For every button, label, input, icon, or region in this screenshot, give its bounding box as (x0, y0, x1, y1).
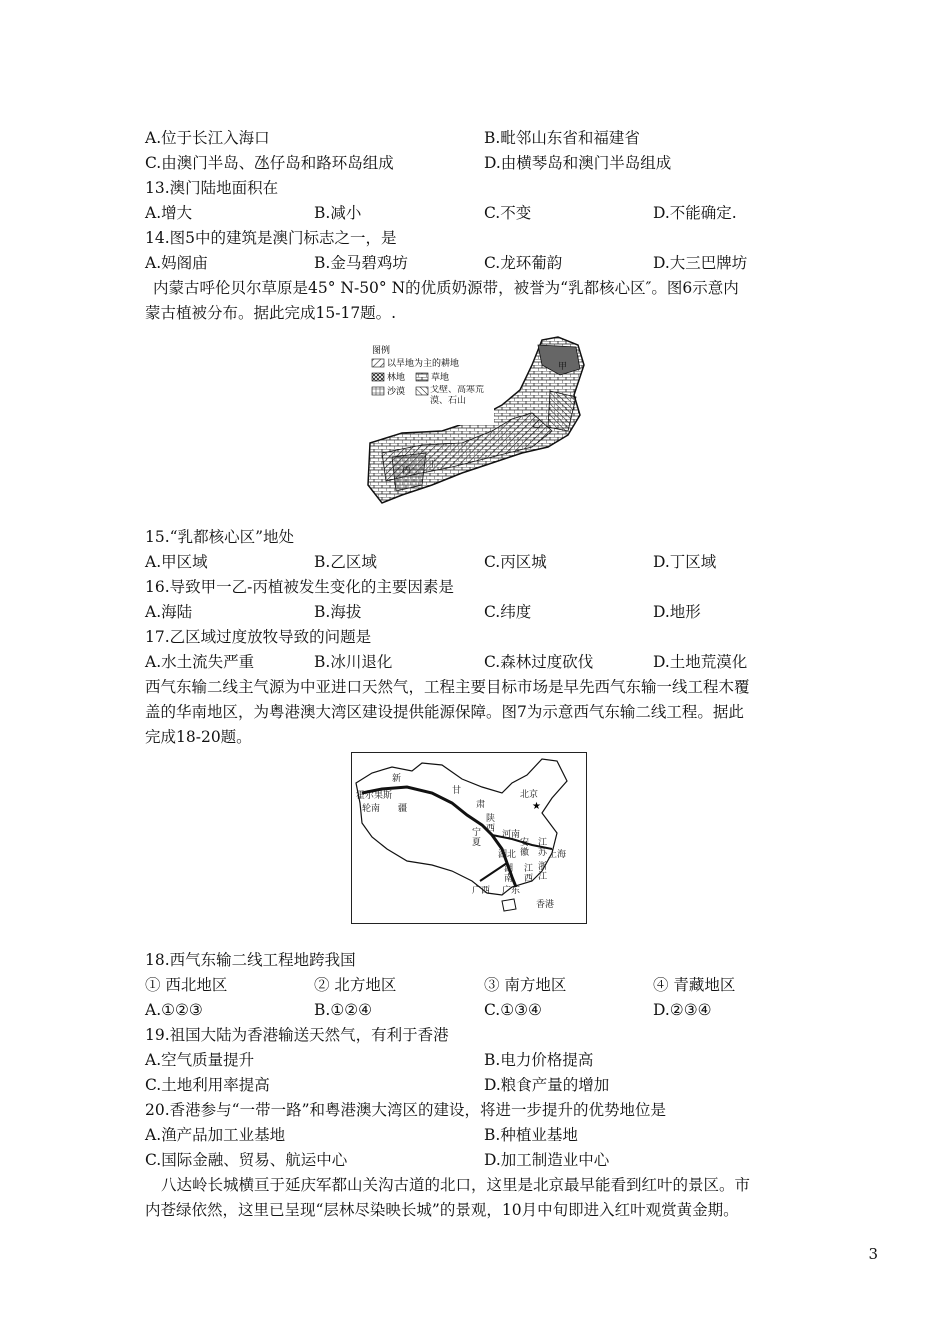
q20-option-d: D.加工制造业中心 (484, 1151, 610, 1169)
label-xi2: 西 (524, 874, 534, 884)
label-hongkong: 香港 (536, 900, 555, 910)
label-shaan: 陕 (486, 814, 496, 824)
label-guangdong: 广东 (502, 886, 521, 896)
q18-item-2: ② 北方地区 (314, 976, 397, 994)
q16-stem: 16.导致甲一乙-丙植被发生变化的主要因素是 (145, 578, 454, 596)
q13-stem: 13.澳门陆地面积在 (145, 179, 279, 197)
q14-option-b: B.金马碧鸡坊 (314, 254, 408, 272)
q12-option-d: D.由横琴岛和澳门半岛组成 (484, 154, 672, 172)
label-xi: 西 (486, 824, 496, 834)
label-guangxi: 广西 (472, 886, 491, 896)
legend-farmland-label: 以旱地为主的耕地 (387, 359, 460, 369)
q15-option-a: A.甲区域 (145, 553, 208, 571)
q15-option-b: B.乙区域 (314, 553, 377, 571)
q20-option-b: B.种植业基地 (484, 1126, 578, 1144)
region-label-jia: 甲 (558, 362, 568, 372)
q18-option-d: D.②③④ (653, 1001, 712, 1019)
label-xin: 新 (392, 774, 402, 784)
q16-option-b: B.海拔 (314, 603, 362, 621)
q18-option-a: A.①②③ (145, 1001, 203, 1019)
legend-farmland-swatch (372, 359, 384, 367)
q12-option-a: A.位于长江入海口 (145, 129, 270, 147)
figure6-inner-mongolia-vegetation-map (362, 335, 594, 510)
q20-option-a: A.渔产品加工业基地 (145, 1126, 286, 1144)
q20-stem: 20.香港参与“一带一路”和粤港澳大湾区的建设，将进一步提升的优势地位是 (145, 1101, 667, 1119)
legend-title: 图例 (372, 346, 391, 356)
legend-forest-label: 林地 (387, 373, 406, 383)
q15-stem: 15.“乳都核心区”地处 (145, 528, 294, 546)
page-number: 3 (868, 1245, 878, 1263)
legend-gobi-label: 戈壁、高寒荒漠、石山 (430, 385, 485, 406)
legend-grassland-label: 草地 (431, 373, 450, 383)
label-hui: 徽 (520, 848, 530, 858)
label-nan: 南 (504, 874, 514, 884)
label-jiang3: 江 (538, 872, 548, 882)
q14-stem: 14.图5中的建筑是澳门标志之一，是 (145, 229, 397, 247)
q16-option-a: A.海陆 (145, 603, 193, 621)
q20-option-c: C.国际金融、贸易、航运中心 (145, 1151, 348, 1169)
q17-option-b: B.冰川退化 (314, 653, 393, 671)
q14-option-c: C.龙环葡韵 (484, 254, 563, 272)
label-su: 肃 (476, 800, 486, 810)
q18-item-3: ③ 南方地区 (484, 976, 567, 994)
q19-option-a: A.空气质量提升 (145, 1051, 255, 1069)
legend-grassland-swatch (416, 373, 428, 381)
legend-desert-swatch (372, 387, 384, 395)
hainan-outline (502, 899, 516, 911)
q19-stem: 19.祖国大陆为香港输送天然气，有利于香港 (145, 1026, 449, 1044)
q13-option-d: D.不能确定. (653, 204, 737, 222)
region-label-bing: 丙 (402, 466, 412, 476)
q19-option-b: B.电力价格提高 (484, 1051, 594, 1069)
q18-stem: 18.西气东输二线工程地跨我国 (145, 951, 356, 969)
q12-option-b: B.毗邻山东省和福建省 (484, 129, 640, 147)
q13-option-a: A.增大 (145, 204, 193, 222)
label-beijing: 北京 (520, 790, 539, 800)
q17-stem: 17.乙区域过度放牧导致的问题是 (145, 628, 372, 646)
q18-item-4: ④ 青藏地区 (653, 976, 736, 994)
legend-forest-swatch (372, 373, 384, 381)
q18-option-b: B.①②④ (314, 1001, 373, 1019)
q19-option-d: D.粮食产量的增加 (484, 1076, 610, 1094)
q16-option-c: C.纬度 (484, 603, 532, 621)
label-henan: 河南 (502, 830, 521, 840)
label-jiang: 疆 (398, 804, 408, 814)
passage2-line1: 西气东输二线主气源为中亚进口天然气，工程主要目标市场是早先西气东输一线工程木覆 (145, 678, 750, 696)
q19-option-c: C.土地利用率提高 (145, 1076, 270, 1094)
q15-option-d: D.丁区域 (653, 553, 717, 571)
passage1-line2: 蒙古植被分布。据此完成15-17题。. (145, 304, 397, 322)
label-gan: 甘 (452, 786, 462, 796)
label-su2: 苏 (538, 848, 548, 858)
label-xia: 夏 (472, 838, 482, 848)
label-jiang2: 江 (538, 838, 548, 848)
region-label-ding: 丁 (428, 460, 438, 470)
q14-option-a: A.妈阁庙 (145, 254, 208, 272)
beijing-star-icon: ★ (532, 801, 541, 812)
label-an: 安 (520, 838, 530, 848)
q18-option-c: C.①③④ (484, 1001, 542, 1019)
q16-option-d: D.地形 (653, 603, 701, 621)
q15-option-c: C.丙区城 (484, 553, 547, 571)
passage3-line1: 八达岭长城横亘于延庆军都山关沟古道的北口，这里是北京最早能看到红叶的景区。市 (161, 1176, 751, 1194)
label-lunnan: 轮南 (362, 804, 381, 814)
q13-option-b: B.减小 (314, 204, 362, 222)
passage2-line2: 盖的华南地区，为粤港澳大湾区建设提供能源保障。图7为示意西气东输二线工程。据此 (145, 703, 744, 721)
q12-option-c: C.由澳门半岛、氹仔岛和路环岛组成 (145, 154, 394, 172)
figure7-west-east-gas-pipeline-map (351, 752, 587, 924)
q14-option-d: D.大三巴牌坊 (653, 254, 748, 272)
q17-option-a: A.水土流失严重 (145, 653, 255, 671)
china-outline (356, 759, 567, 895)
label-horgos: 霍尔果斯 (356, 791, 393, 801)
legend-gobi-swatch (416, 387, 428, 395)
label-ning: 宁 (472, 828, 482, 838)
label-hubei: 湖北 (498, 850, 517, 860)
q18-item-1: ① 西北地区 (145, 976, 228, 994)
passage3-line2: 内苍绿依然，这里已呈现“层林尽染映长城”的景观，10月中旬即进入红叶观赏黄金期。 (145, 1201, 739, 1219)
q17-option-d: D.土地荒漠化 (653, 653, 748, 671)
legend-gobi-label-wrap (430, 385, 492, 413)
passage2-line3: 完成18-20题。 (145, 728, 252, 746)
q13-option-c: C.不变 (484, 204, 532, 222)
region-label-yi: 乙 (532, 420, 542, 430)
passage1-line1: 内蒙古呼伦贝尔草原是45° N-50° N的优质奶源带，被誉为“乳都核心区″。图6示意内 (153, 279, 739, 297)
q17-option-c: C.森林过度砍伐 (484, 653, 594, 671)
label-zhe: 浙 (538, 862, 548, 872)
label-hu: 湖 (504, 864, 514, 874)
label-jiang4: 江 (524, 864, 534, 874)
legend-desert-label: 沙漠 (387, 387, 406, 397)
label-shanghai: 上海 (548, 850, 567, 860)
